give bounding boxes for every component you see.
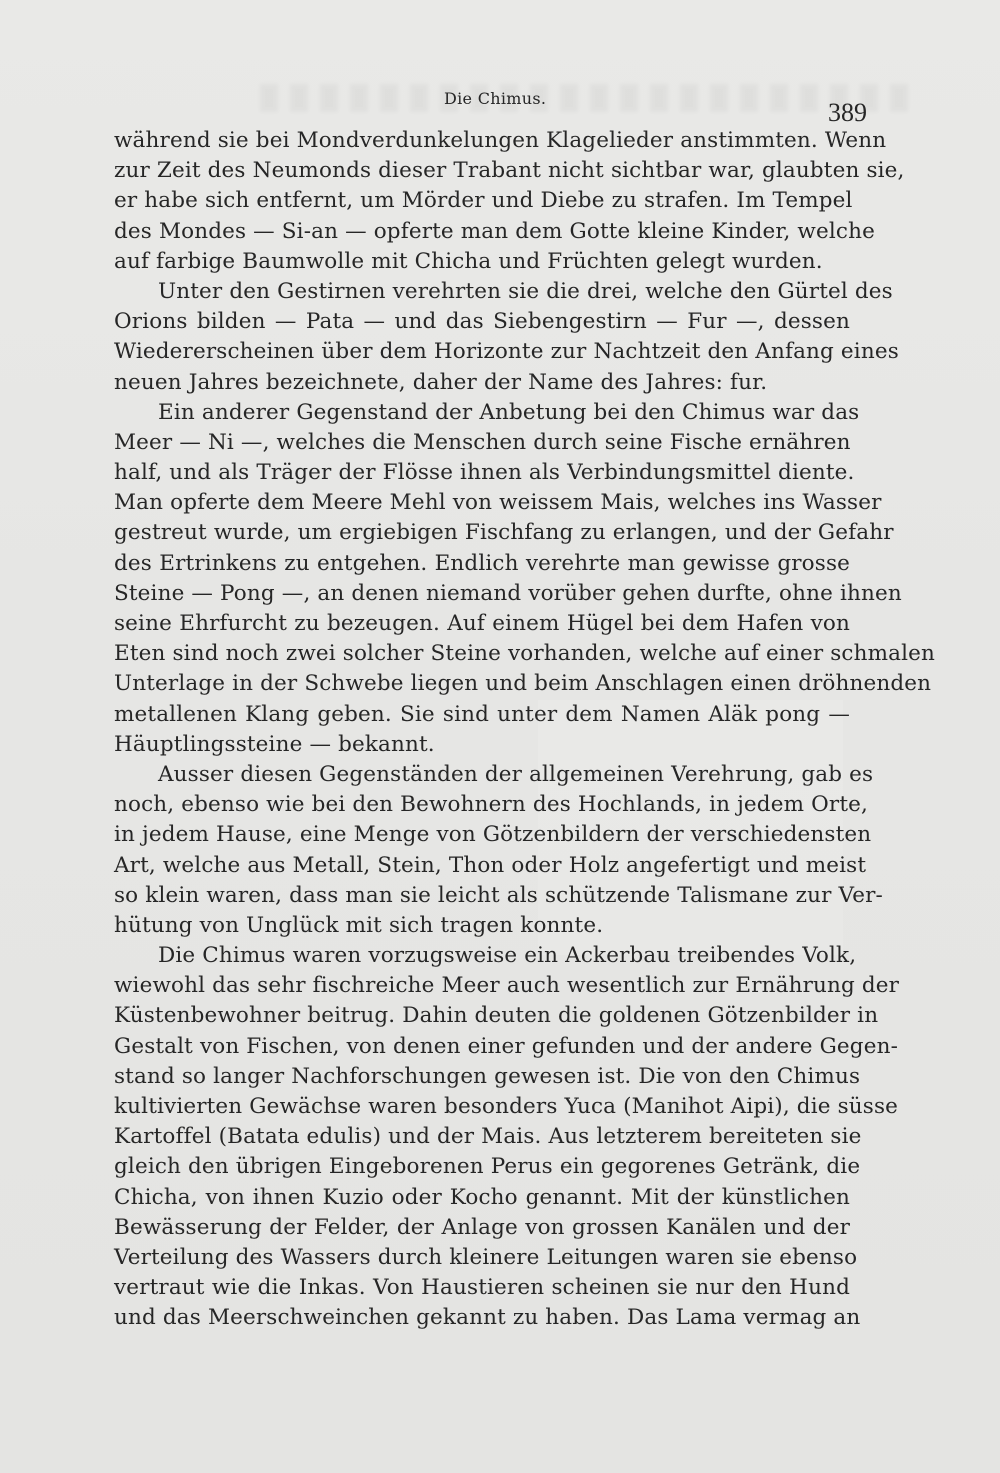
text-line: Man opferte dem Meere Mehl von weissem Mais, welches ins Wasser: [114, 490, 882, 516]
body-text: [114, 126, 936, 1334]
text-line: seine Ehrfurcht zu bezeugen. Auf einem Hügel bei dem Hafen von: [114, 611, 850, 636]
text-line: stand so langer Nachforschungen gewesen ist. Die von den Chimus: [114, 1063, 861, 1089]
text-line: Verteilung des Wassers durch kleinere Leitungen waren sie ebenso: [114, 1244, 858, 1270]
text-line: er habe sich entfernt, um Mörder und Diebe zu strafen. Im Tempel: [114, 188, 853, 214]
text-line: des Mondes — Si-an — opferte man dem Gotte kleine Kinder, welche: [114, 218, 875, 244]
text-line: noch, ebenso wie bei den Bewohnern des Hochlands, in jedem Orte,: [114, 792, 868, 818]
page-number: 389: [828, 98, 867, 127]
text-line: auf farbige Baumwolle mit Chicha und Früchten gelegt wurden.: [114, 248, 823, 274]
text-line: des Ertrinkens zu entgehen. Endlich verehrte man gewisse grosse: [114, 550, 850, 576]
text-line: Bewässerung der Felder, der Anlage von grossen Kanälen und der: [114, 1214, 850, 1240]
text-line: Die Chimus waren vorzugsweise ein Ackerbau treibendes Volk,: [158, 943, 857, 969]
text-line: Wiedererscheinen über dem Horizonte zur Nachtzeit den Anfang eines: [114, 339, 899, 365]
bleed-through-text: [260, 84, 920, 112]
text-line: so klein waren, dass man sie leicht als schützende Talismane zur Ver-: [114, 882, 883, 908]
text-line: hütung von Unglück mit sich tragen konnte.: [114, 912, 604, 938]
text-line: wiewohl das sehr fischreiche Meer auch wesentlich zur Ernährung der: [114, 973, 900, 999]
text-line: Meer — Ni —, welches die Menschen durch seine Fische ernähren: [114, 429, 851, 455]
running-head: Die Chimus.: [444, 89, 547, 108]
text-line: neuen Jahres bezeichnete, daher der Name des Jahres: fur.: [114, 369, 768, 395]
text-line: Häuptlingssteine — bekannt.: [114, 731, 435, 757]
text-line: gestreut wurde, um ergiebigen Fischfang zu erlangen, und der Gefahr: [114, 520, 894, 546]
text-line: Ausser diesen Gegenständen der allgemeinen Verehrung, gab es: [158, 761, 874, 787]
text-line: Chicha, von ihnen Kuzio oder Kocho genannt. Mit der künstlichen: [114, 1184, 850, 1210]
text-line: Unter den Gestirnen verehrten sie die drei, welche den Gürtel des: [158, 278, 893, 304]
text-line: kultivierten Gewächse waren besonders Yuca (Manihot Aipi), die süsse: [114, 1094, 899, 1119]
text-line: in jedem Hause, eine Menge von Götzenbildern der verschiedensten: [114, 822, 872, 848]
text-line: Orions bilden — Pata — und das Siebengestirn — Fur —, dessen: [114, 309, 850, 335]
text-line: Küstenbewohner beitrug. Dahin deuten die goldenen Götzenbilder in: [114, 1003, 879, 1029]
text-line: Unterlage in der Schwebe liegen und beim Anschlagen einen dröhnenden: [114, 671, 932, 697]
text-line: Gestalt von Fischen, von denen einer gefunden und der andere Gegen-: [114, 1033, 898, 1059]
text-line: Eten sind noch zwei solcher Steine vorhanden, welche auf einer schmalen: [114, 641, 936, 667]
text-line: vertraut wie die Inkas. Von Haustieren scheinen sie nur den Hund: [114, 1275, 850, 1301]
text-line: Steine — Pong —, an denen niemand vorüber gehen durfte, ohne ihnen: [114, 580, 902, 606]
text-line: Art, welche aus Metall, Stein, Thon oder Holz angefertigt und meist: [114, 852, 867, 878]
text-line: und das Meerschweinchen gekannt zu haben. Das Lama vermag an: [114, 1305, 861, 1331]
text-line: Kartoffel (Batata edulis) und der Mais. Aus letzterem bereiteten sie: [114, 1124, 862, 1150]
text-line: half, und als Träger der Flösse ihnen als Verbindungsmittel diente.: [114, 460, 855, 486]
text-line: während sie bei Mondverdunkelungen Klagelieder anstimmten. Wenn: [114, 128, 887, 153]
text-line: zur Zeit des Neumonds dieser Trabant nicht sichtbar war, glaubten sie,: [114, 158, 905, 184]
text-line: gleich den übrigen Eingeborenen Perus ein gegorenes Getränk, die: [114, 1154, 861, 1180]
text-line: Ein anderer Gegenstand der Anbetung bei den Chimus war das: [158, 399, 860, 425]
text-line: metallenen Klang geben. Sie sind unter dem Namen Aläk pong —: [114, 701, 850, 727]
